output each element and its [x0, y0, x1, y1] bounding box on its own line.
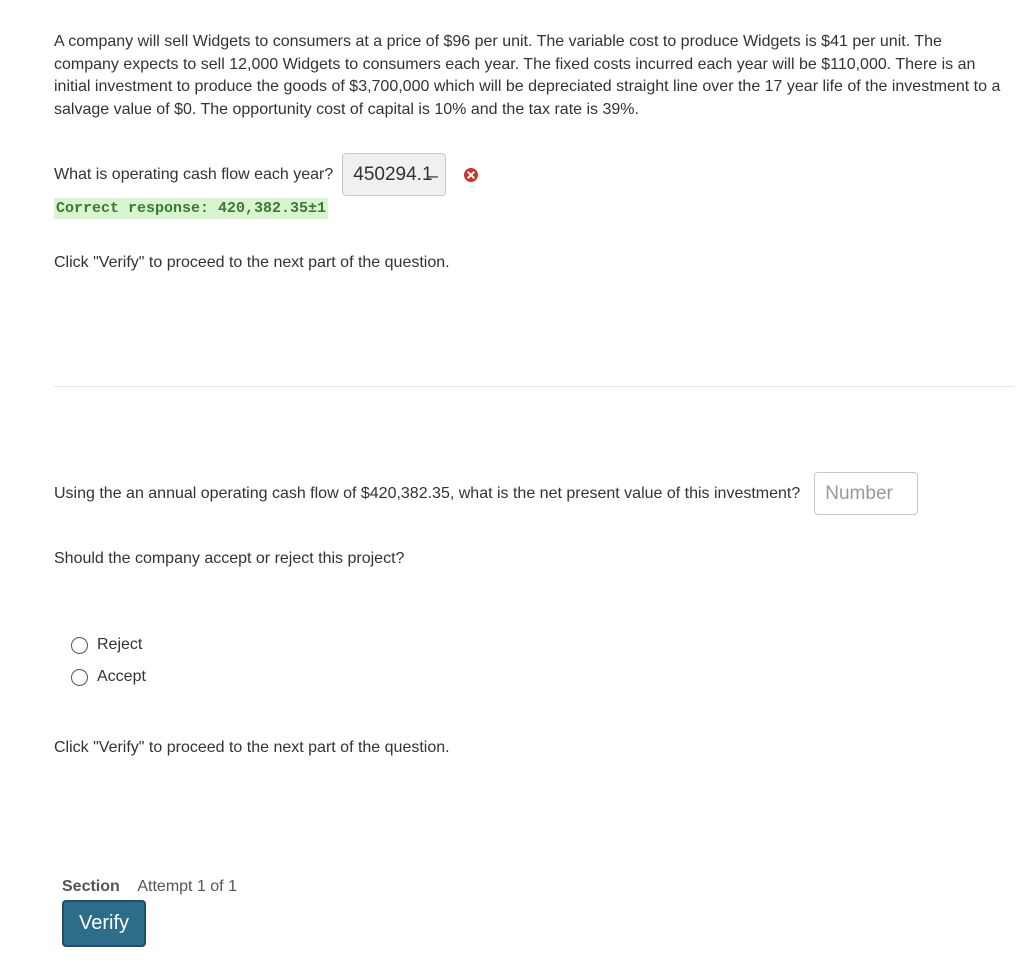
reject-label: Reject: [97, 636, 143, 653]
verify-instruction-2: Click "Verify" to proceed to the next part of the question.: [54, 739, 450, 756]
correct-response: Correct response: 420,382.35±1: [56, 200, 327, 217]
part-divider: [54, 386, 1014, 387]
reject-option[interactable]: [71, 635, 146, 655]
error-circle-x-icon: [463, 167, 479, 183]
operating-cash-flow-question: [54, 153, 479, 196]
npv-label: Using the an annual operating cash flow of $420,382.35, what is the net present value of this investment?: [54, 484, 801, 502]
operating-cash-flow-label: What is operating cash flow each year?: [54, 165, 334, 183]
attempt-counter: Attempt 1 of 1: [137, 878, 237, 895]
section-label: Section: [62, 878, 120, 895]
npv-input[interactable]: [814, 472, 918, 515]
accept-label: Accept: [97, 668, 146, 685]
verify-instruction: Click "Verify" to proceed to the next part of the question.: [54, 254, 450, 271]
attempt-info: [62, 878, 237, 896]
accept-reject-options: [71, 635, 146, 699]
reject-radio[interactable]: [71, 637, 88, 654]
operating-cash-flow-answer[interactable]: [342, 153, 446, 196]
accept-radio[interactable]: [71, 669, 88, 686]
accept-option[interactable]: [71, 667, 146, 687]
accept-reject-question: Should the company accept or reject this project?: [54, 550, 405, 567]
npv-question: [54, 472, 918, 515]
problem-statement: A company will sell Widgets to consumers at a price of $96 per unit. The variable cost to produce Widgets is $41 per unit. The company expects to sell 12,000 Widgets to consumers each year. The fixed costs incurred each year will be $110,000. There is an initial investment to produce the goods of $3,700,000 which will be depreciated straight line over the 17 year life of the investment to a salvage value of $0. The opportunity cost of capital is 10% and the tax rate is 39%.: [54, 33, 1001, 118]
verify-button[interactable]: Verify: [62, 900, 146, 947]
operating-cash-flow-answer-value: 450294.1̶: [353, 163, 433, 185]
